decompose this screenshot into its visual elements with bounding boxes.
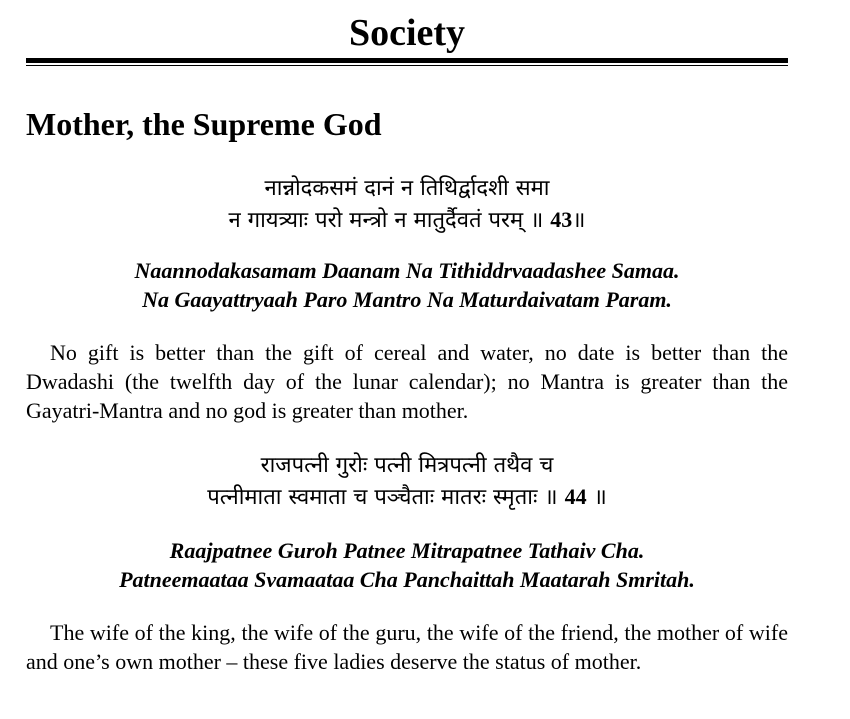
verse-44-sanskrit [26, 450, 788, 513]
title-rule-thick [26, 58, 788, 63]
verse-43-translation: No gift is better than the gift of cereal and water, no date is better than the Dwadashi (the twelfth day of the lunar calendar); no Mantra is greater than the Gayatri-Mantra and no god is greater than mother. [26, 340, 788, 423]
verse-end-mark: ॥ [572, 208, 586, 233]
sanskrit-text: पत्नीमाता स्वमाता च पञ्चैताः मातरः स्मृताः ॥ [207, 485, 558, 510]
verse-43-sanskrit [26, 173, 788, 236]
sanskrit-text: न गायत्र्याः परो मन्त्रो न मातुर्दैवतं परम् ॥ [228, 208, 544, 233]
section-heading: Mother, the Supreme God [26, 106, 382, 142]
sanskrit-line [26, 204, 788, 236]
chapter-title: Society [348, 12, 466, 54]
sanskrit-line [26, 481, 788, 513]
transliteration-line: Na Gaayattryaah Paro Mantro Na Maturdaivatam Param. [142, 287, 672, 312]
verse-end-mark: ॥ [593, 485, 607, 510]
verse-44-translation: The wife of the king, the wife of the guru, the wife of the friend, the mother of wife and one’s own mother – these five ladies deserve the status of mother. [26, 620, 788, 674]
verse-number: 43 [550, 207, 573, 232]
page [26, 0, 788, 676]
verse-44-transliteration [26, 536, 788, 594]
sanskrit-line: नान्नोदकसमं दानं न तिथिर्द्वादशी समा [264, 176, 550, 201]
verse-43-transliteration [26, 256, 788, 314]
transliteration-line: Naannodakasamam Daanam Na Tithiddrvaadashee Samaa. [134, 258, 680, 283]
sanskrit-line: राजपत्नी गुरोः पत्नी मित्रपत्नी तथैव च [260, 453, 554, 478]
title-rule-thin [26, 65, 788, 66]
transliteration-line: Patneemaataa Svamaataa Cha Panchaittah Maatarah Smritah. [119, 567, 695, 592]
verse-number: 44 [564, 484, 587, 509]
transliteration-line: Raajpatnee Guroh Patnee Mitrapatnee Tathaiv Cha. [169, 538, 645, 563]
